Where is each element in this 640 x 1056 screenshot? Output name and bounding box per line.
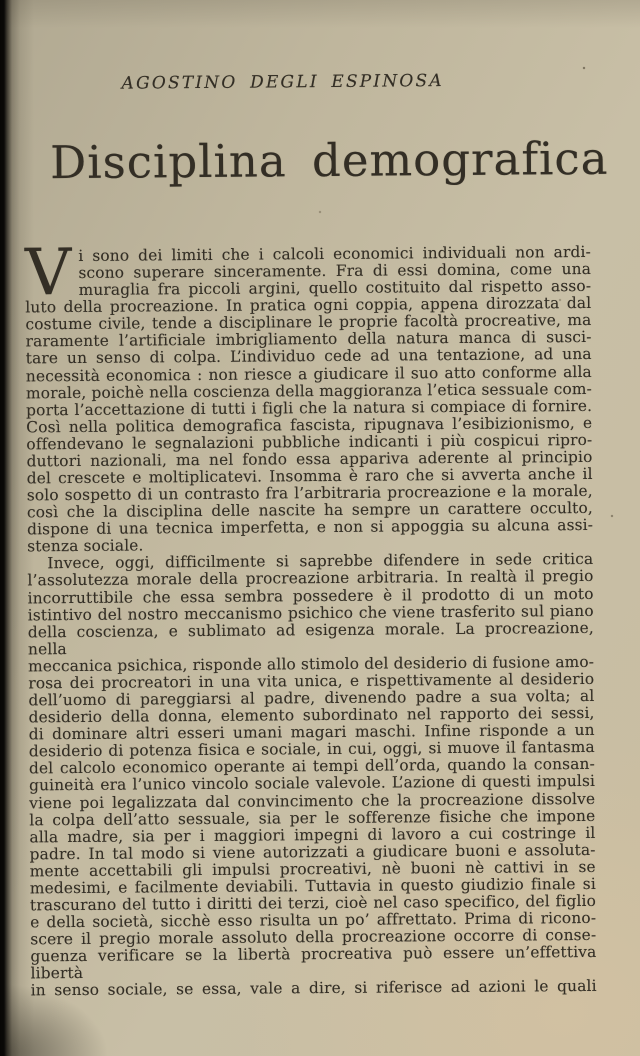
text-line: muraglia fra piccoli argini, quello costituito dal rispetto asso- [78,277,592,300]
text-line: raramente l’artificiale imbrigliamento della natura manca di susci- [25,328,592,351]
text-line: guineità era l’unico vincolo sociale valevole. L’azione di questi impulsi [29,772,596,795]
text-line: del crescete e moltiplicatevi. Insomma è raro che si avverta anche il [26,464,593,488]
text-line: medesimi, e facilmente deviabili. Tuttavia in questo giudizio finale si [29,874,596,898]
text-line: padre. In tal modo si viene autorizzati a giudicare buoni e assoluta- [29,840,596,864]
text-line: dispone di una tecnica imperfetta, e non si appoggia su alcuna assi- [26,516,594,539]
text-line: di dominare altri esseri umani magari maschi. Infine risponde a un [28,721,595,744]
text-line: alla madre, sia per i maggiori impegni di lavoro a cui costringe il [29,823,596,847]
text-line: del calcolo economico operante ai tempi dell’orda, quando la consan- [28,755,595,778]
text-line: trascurano del tutto i diritti dei terzi, cioè nel caso specifico, del figlio [29,891,597,915]
text-line: l’assolutezza morale della procreazione arbitraria. In realtà il pregio [27,567,594,590]
text-line: la colpa dell’atto sessuale, sia per le sofferenze fisiche che impone [29,806,596,829]
text-line: porta l’accettazione di tutti i figli che la natura si compiace di fornire. [26,396,593,420]
text-line: desiderio della donna, elemento subordinato nel rapporto dei sessi, [28,704,595,727]
text-line: istintivo del nostro meccanismo psichico che viene trasferito sul piano [27,601,594,624]
text-line: scono superare sinceramente. Fra di essi domina, come una [78,259,592,283]
text-line: in senso sociale, se essa, vale a dire, si riferisce ad azioni le quali [30,977,597,1000]
text-line: incorruttibile che essa sembra possedere è il prodotto di un moto [27,584,594,607]
text-line: i sono dei limiti che i calcoli economici individuali non ardi- [78,242,591,265]
page-title: Disciplina demografica [49,131,609,190]
text-line: così che la disciplina delle nascite ha sempre un carattere occulto, [26,499,593,522]
author-header: AGOSTINO DEGLI ESPINOSA [121,71,444,94]
text-line: luto della procreazione. In pratica ogni coppia, appena dirozzata dal [25,294,592,317]
article-body [24,236,597,1000]
text-line: tare un senso di colpa. L’individuo cede ad una tentazione, ad una [25,345,592,368]
text-line: necessità economica : non riesce a giudicare il suo atto conforme alla [25,362,592,385]
text-line: meccanica psichica, risponde allo stimolo del desiderio di fusione amo- [28,652,595,676]
text-line: morale, poichè nella coscienza della maggioranza l’etica sessuale com- [25,379,593,402]
text-line: desiderio di potenza fisica e sociale, in cui, oggi, si muove il fantasma [28,738,595,761]
text-line: scere il pregio morale assoluto della procreazione occorre di conse- [30,926,597,949]
text-line: e della società, sicchè esso risulta un po’ affrettato. Prima di ricono- [30,908,597,932]
text-line: Così nella politica demografica fascista, ripugnava l’esibizionismo, e [26,413,593,437]
page-content [23,0,609,1000]
text-line: Invece, oggi, difficilmente si saprebbe difendere in sede critica [47,550,594,573]
text-line: rosa dei procreatori in una vita unica, e rispettivamente al desiderio [28,669,595,693]
paragraph [27,551,596,999]
text-line: offendevano le segnalazioni pubbliche indicanti i più cospicui ripro- [26,430,593,454]
text-line: costume civile, tende a disciplinare le proprie facoltà procreative, ma [25,311,592,334]
text-line: mente accettabili gli impulsi procreativi, nè buoni nè cattivi in se [29,857,596,881]
text-line: stenza sociale. [27,536,144,556]
text-line: guenza verificare se la libertà procreativa può essere un’effettiva libertà [30,943,597,983]
text-line: viene poi legalizzata dal convincimento che la procreazione dissolve [29,789,596,812]
text-line: solo sospetto di un contrasto fra l’arbitraria procreazione e la morale, [26,482,593,505]
text-line: della coscienza, e sublimato ad esigenza morale. La procreazione, nella [27,618,594,659]
text-line: duttori nazionali, ma nel fondo essa appariva aderente al principio [26,447,593,471]
drop-cap: V [24,236,72,311]
paragraph [24,236,594,556]
text-line: dell’uomo di pareggiarsi al padre, divenendo padre a sua volta; al [28,686,595,710]
